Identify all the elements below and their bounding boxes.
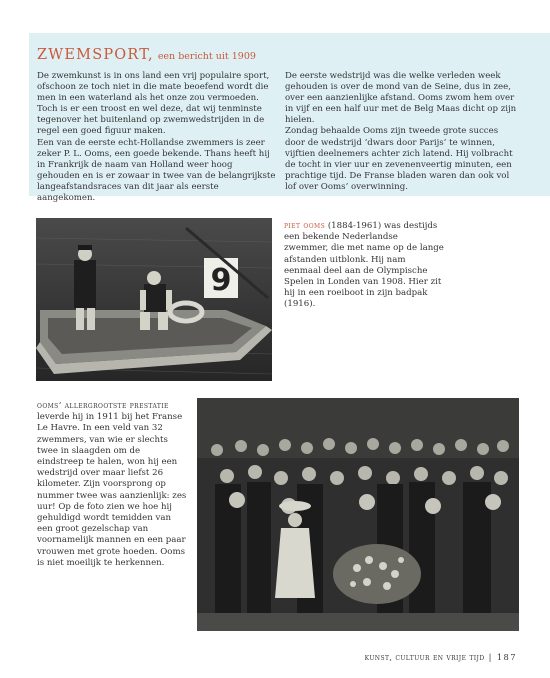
photo-2-caption xyxy=(37,400,189,569)
article-paragraph: Een van de eerste echt-Hollandse zwemmers is zeer zeker P. L. Ooms, een goede bekende. Thans heeft hij in Frankrijk de naam van Holland weer hoog gehouden en is er zowaar in twee van de belangrijkste langeafstandsraces van dit jaar als eerste aangekomen. xyxy=(37,137,276,204)
crowd-photo-illustration xyxy=(197,398,519,631)
article-right-column xyxy=(285,71,517,193)
section-title: ZWEMSPORT, xyxy=(37,47,154,63)
article-paragraph: De eerste wedstrijd was die welke verleden week gehouden is over de mond van de Seine, dus in zee, over een aanzienlijke afstand. Ooms zwom hem over in vijf en een half uur met de Belg Maas dicht op zijn hielen. xyxy=(285,71,517,126)
section-heading xyxy=(37,47,256,63)
caption-lead: ooms’ allergrootste prestatie xyxy=(37,400,169,410)
page-footer xyxy=(365,652,517,662)
article-paragraph: De zwemkunst is in ons land een vrij populaire sport, ofschoon ze toch niet in die mate beoefend wordt die men in een waterland als het onze zou vermoeden. Toch is er een troost en wel deze, dat wij tenminste tegenover het buitenland op zwemwedstrijden in de regel een goed figuur maken. xyxy=(37,71,270,137)
boat-photo-illustration xyxy=(36,218,272,381)
photo-celebration-crowd xyxy=(197,398,519,631)
footer-section-label: kunst, cultuur en vrije tijd xyxy=(364,652,485,662)
photo-1-caption xyxy=(284,220,444,311)
caption-text: leverde hij in 1911 bij het Franse Le Havre. In een veld van 32 zwemmers, van wie er slechts twee in slaagden om de eindstreep te halen, won hij een wedstrijd over maar liefst 26 kilometer. Zijn voorsprong op nummer twee was aanzienlijk: zes uur! Op de foto zien we hoe hij gehuldigd wordt temidden van een groot gezelschap van voornamelijk mannen en een paar vrouwen met grote hoeden. Ooms is niet moeilijk te herkennen. xyxy=(37,412,187,568)
photo-ooms-in-boat xyxy=(36,218,272,381)
article-left-column xyxy=(37,71,277,204)
top-margin xyxy=(0,0,550,30)
section-subtitle: een bericht uit 1909 xyxy=(157,51,256,62)
boat-number: 9 xyxy=(210,263,232,298)
article-paragraph: Zondag behaalde Ooms zijn tweede grote succes door de wedstrijd ‘dwars door Parijs’ te winnen, vijftien deelnemers achter zich latend. Hij volbracht de tocht in vier uur en zevenenveertig minuten, een prachtige tijd. De Franse bladen waren dan ook vol lof over Ooms’ overwinning. xyxy=(285,126,513,192)
caption-lead: piet ooms xyxy=(284,220,326,230)
page-number: 187 xyxy=(496,652,517,662)
caption-text: (1884-1961) was destijds een bekende Nederlandse zwemmer, die met name op de lange afstanden uitblonk. Hij nam eenmaal deel aan de Olympische Spelen in Londen van 1908. Hier zit hij in een roeiboot in zijn badpak (1916). xyxy=(284,221,444,310)
footer-separator: | xyxy=(488,652,493,662)
